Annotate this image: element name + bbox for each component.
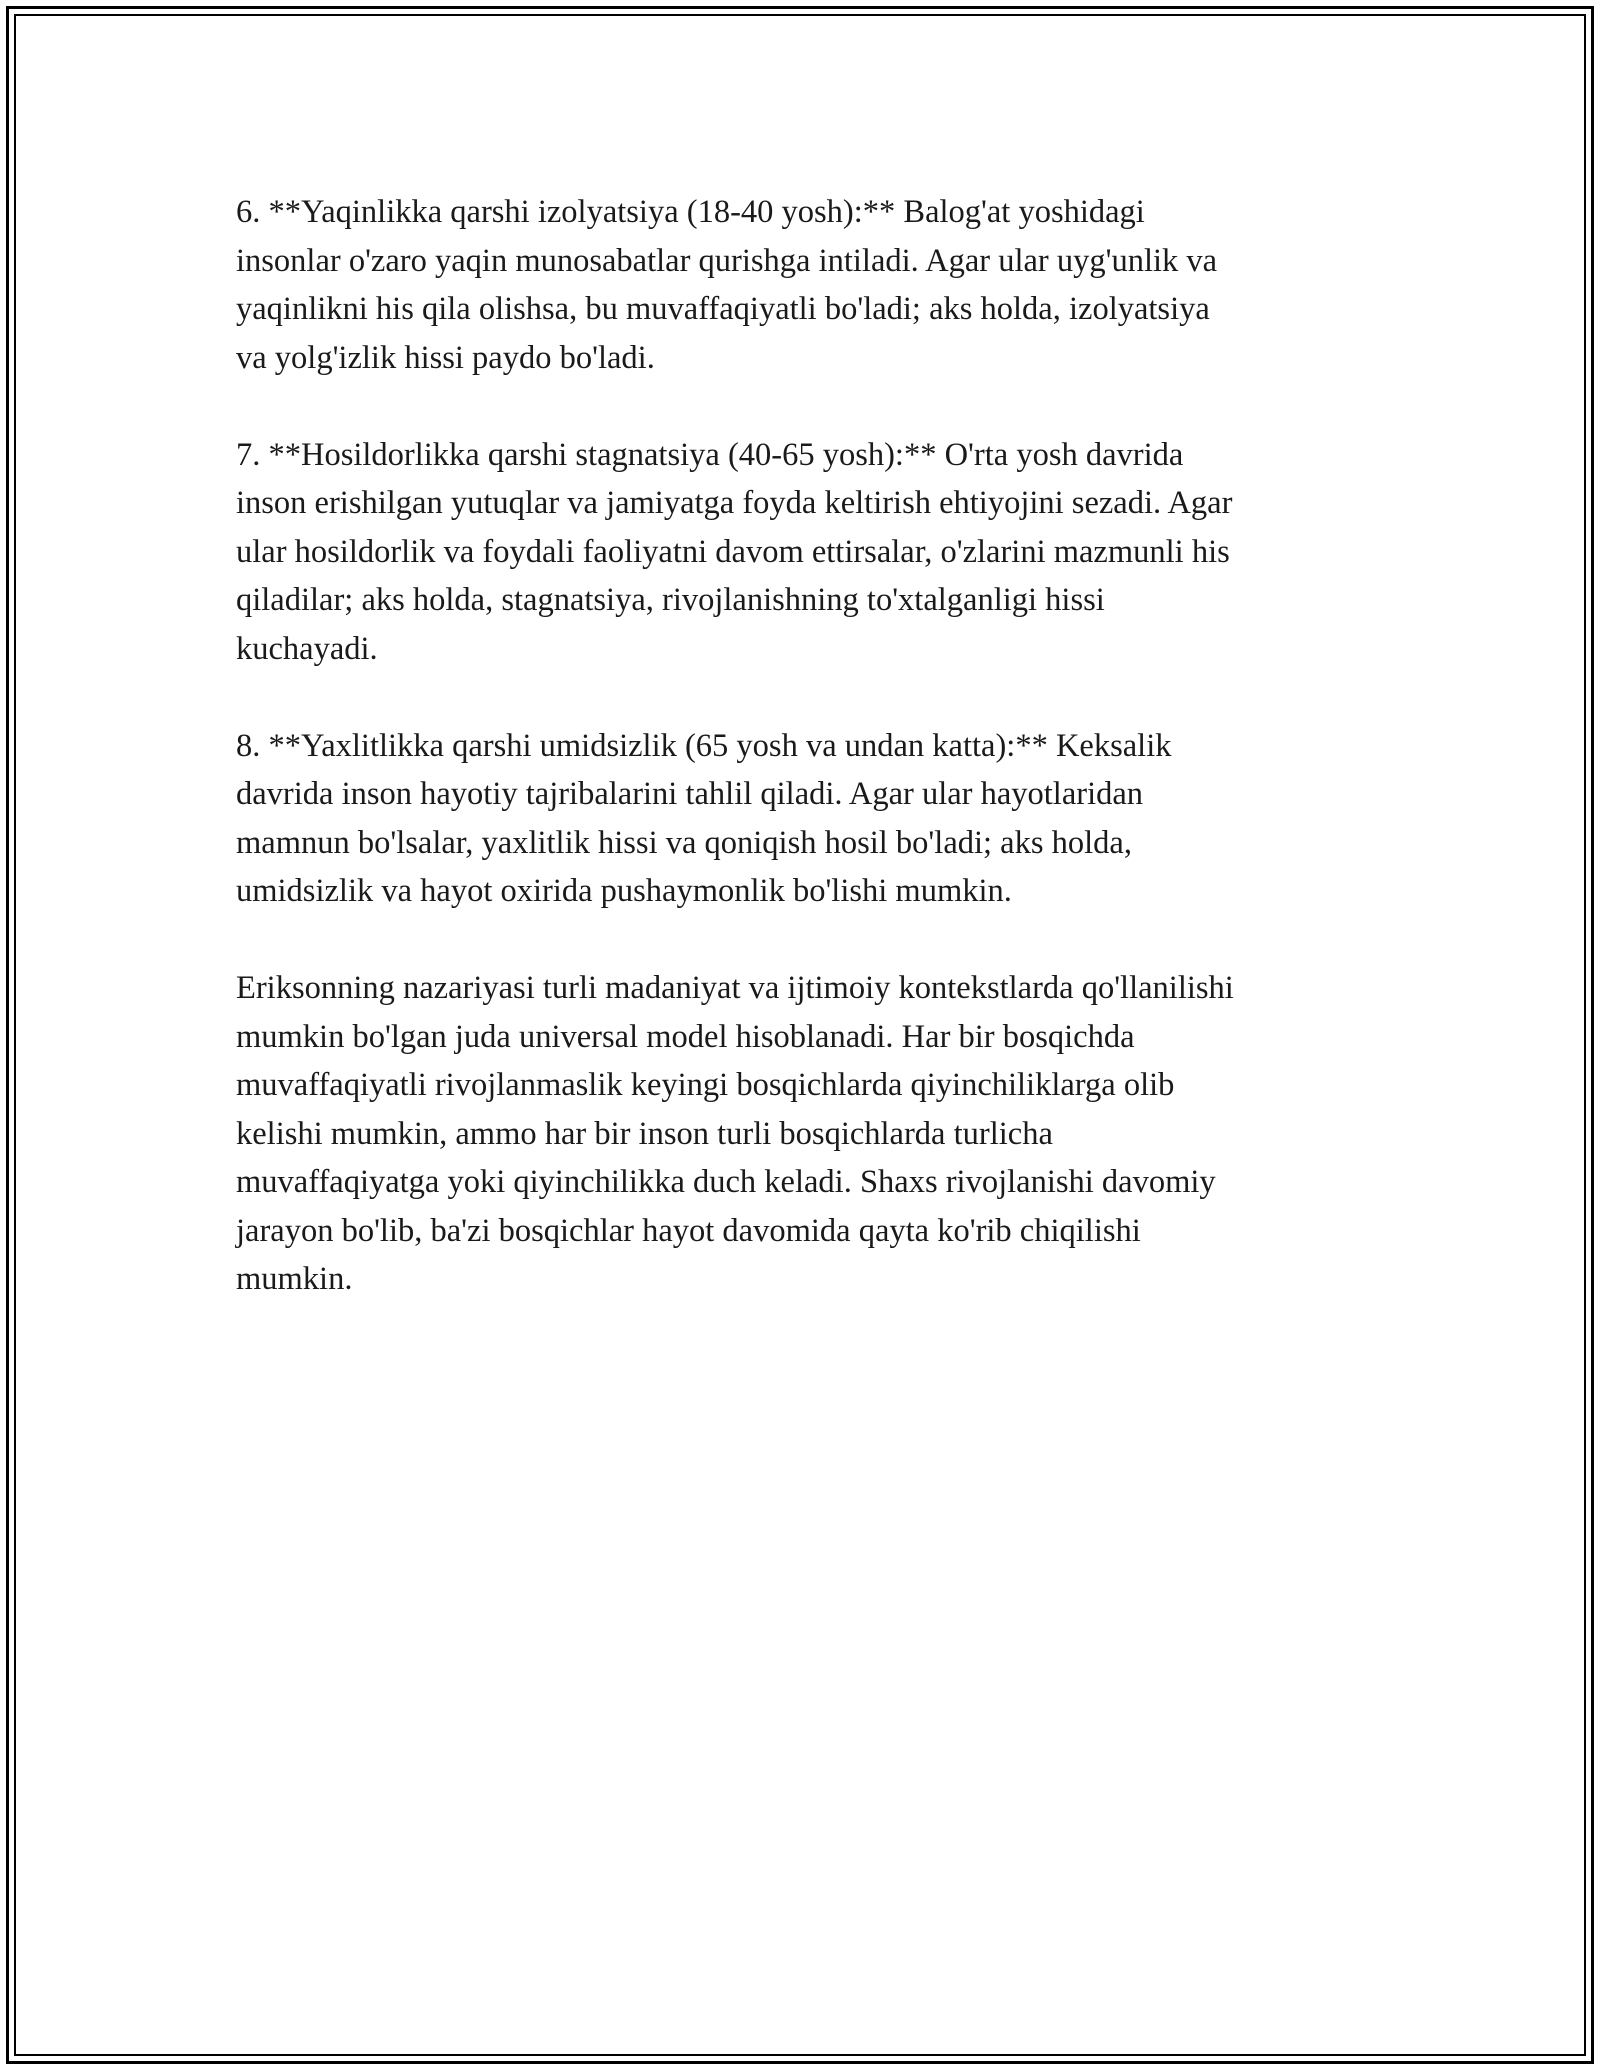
paragraph-stage-7: 7. **Hosildorlikka qarshi stagnatsiya (40-65 yosh):** O'rta yosh davrida inson erishilgan yutuqlar va jamiyatga foyda keltirish ehtiyojini sezadi. Agar ular hosildorlik va foydali faoliyatni davom ettirsalar, o'zlarini mazmunli his qiladilar; aks holda, stagnatsiya, rivojlanishning to'xtalganligi hissi kuchayadi. bbox=[236, 436, 1233, 667]
paragraph-stage-8: 8. **Yaxlitlikka qarshi umidsizlik (65 yosh va undan katta):** Keksalik davrida inson hayotiy tajribalarini tahlil qiladi. Agar ular hayotlaridan mamnun bo'lsalar, yaxlitlik hissi va qoniqish hosil bo'ladi; aks holda, umidsizlik va hayot oxirida pushaymonlik bo'lishi mumkin. bbox=[236, 727, 1172, 909]
document-body bbox=[236, 188, 1376, 1352]
paragraph-conclusion: Eriksonning nazariyasi turli madaniyat va ijtimoiy kontekstlarda qo'llanilishi mumkin bo'lgan juda universal model hisoblanadi. Har bir bosqichda muvaffaqiyatli rivojlanmaslik keyingi bosqichlarda qiyinchiliklarga olib kelishi mumkin, ammo har bir inson turli bosqichlarda turlicha muvaffaqiyatga yoki qiyinchilikka duch keladi. Shaxs rivojlanishi davomiy jarayon bo'lib, ba'zi bosqichlar hayot davomida qayta ko'rib chiqilishi mumkin. bbox=[236, 970, 1234, 1297]
paragraph-stage-6: 6. **Yaqinlikka qarshi izolyatsiya (18-40 yosh):** Balog'at yoshidagi insonlar o'zaro yaqin munosabatlar qurishga intiladi. Agar ular uyg'unlik va yaqinlikni his qila olishsa, bu muvaffaqiyatli bo'ladi; aks holda, izolyatsiya va yolg'izlik hissi paydo bo'ladi. bbox=[236, 194, 1218, 376]
